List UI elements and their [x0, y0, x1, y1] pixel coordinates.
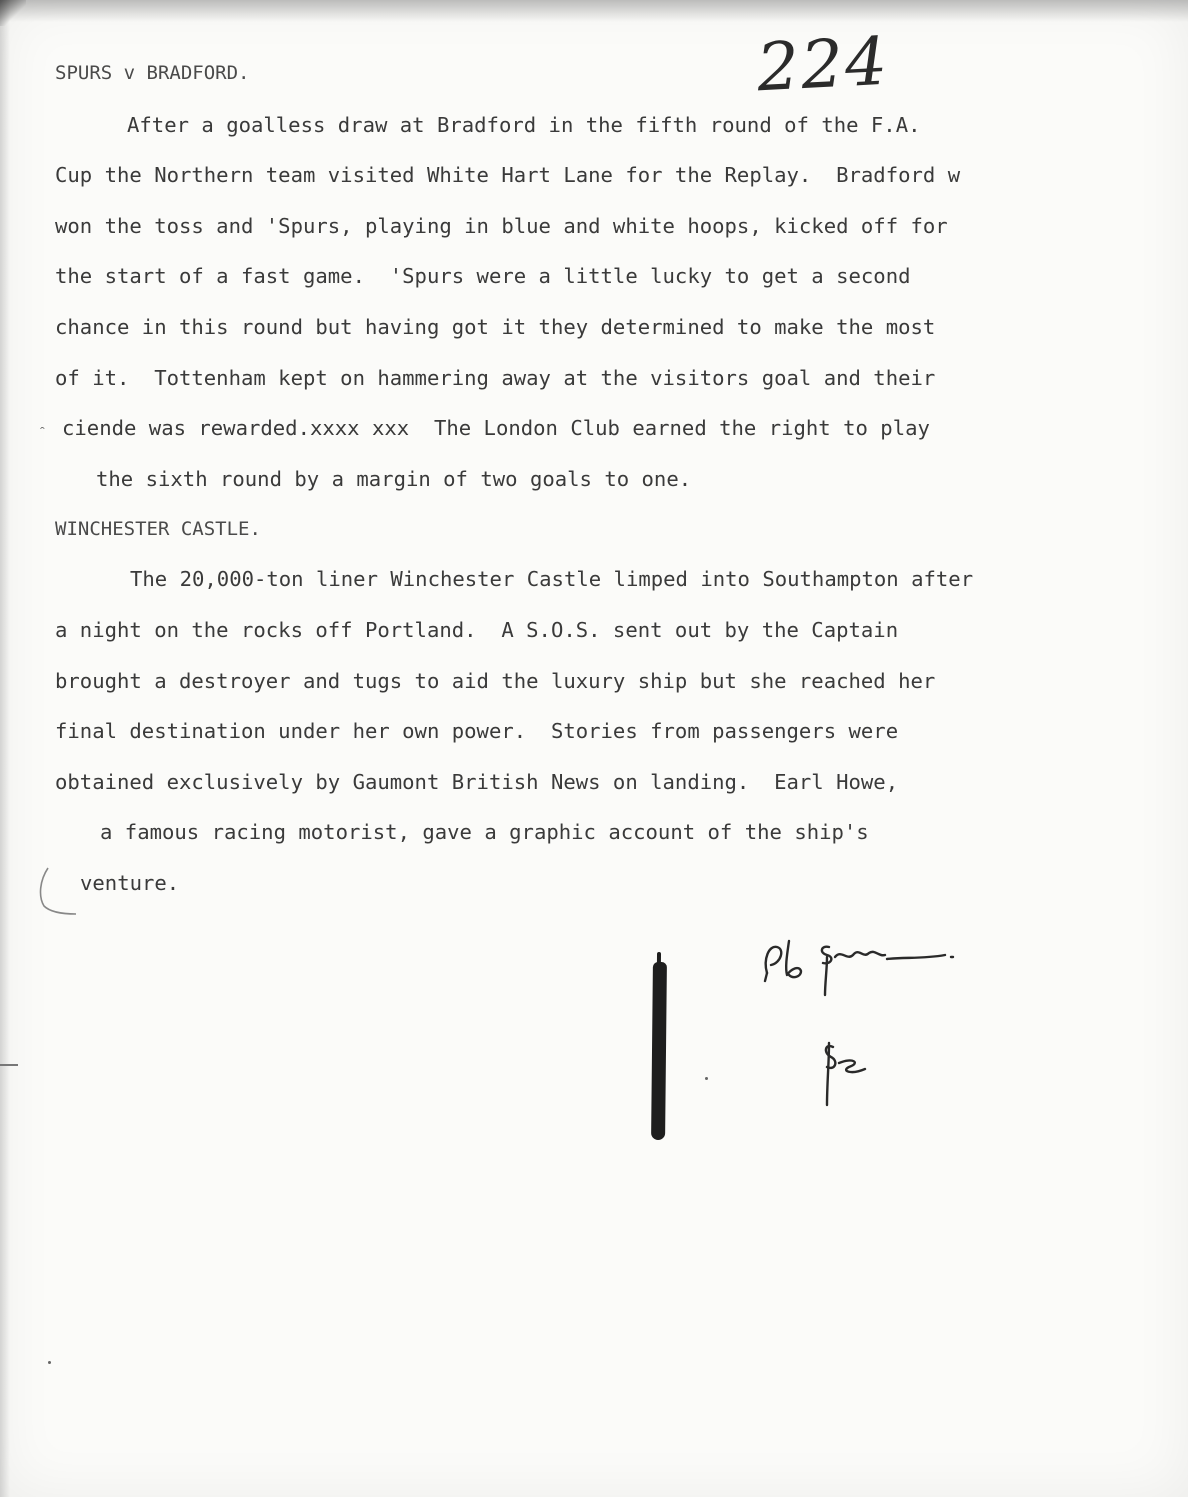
text-line: ciende was rewarded.xxxx xxx The London Club earned the right to play [62, 416, 930, 440]
margin-tick [0, 1064, 18, 1066]
text-line: a famous racing motorist, gave a graphic account of the ship's [100, 820, 869, 844]
text-line: a night on the rocks off Portland. A S.O.S. sent out by the Captain [55, 618, 899, 642]
ink-dot [705, 1077, 708, 1080]
ink-vertical-bar [651, 962, 667, 1140]
section-heading: SPURS v BRADFORD. [55, 62, 250, 84]
scan-corner-mark [0, 0, 26, 26]
text-line: won the toss and 'Spurs, playing in blue and white hoops, kicked off for [55, 214, 948, 238]
scan-edge-left [0, 0, 10, 1497]
handwritten-initials-signature [755, 935, 995, 1125]
scan-edge-top [0, 0, 1188, 22]
handwritten-page-number: 224 [755, 22, 891, 107]
text-line: chance in this round but having got it they determined to make the most [55, 315, 936, 339]
ink-dot [48, 1361, 51, 1364]
section-heading: WINCHESTER CASTLE. [55, 518, 261, 540]
text-line: of it. Tottenham kept on hammering away at the visitors goal and their [55, 366, 936, 390]
text-line: brought a destroyer and tugs to aid the luxury ship but she reached her [55, 669, 936, 693]
margin-bracket [30, 860, 80, 920]
text-line: final destination under her own power. Stories from passengers were [55, 719, 899, 743]
text-line: The 20,000-ton liner Winchester Castle limped into Southampton after [130, 567, 974, 591]
text-line: venture. [80, 871, 180, 895]
margin-mark: ꞈ [40, 414, 45, 430]
text-line: the sixth round by a margin of two goals to one. [96, 467, 692, 491]
text-line: After a goalless draw at Bradford in the fifth round of the F.A. [127, 113, 921, 137]
text-line: obtained exclusively by Gaumont British News on landing. Earl Howe, [55, 770, 899, 794]
text-line: Cup the Northern team visited White Hart Lane for the Replay. Bradford w [55, 163, 961, 187]
text-line: the start of a fast game. 'Spurs were a little lucky to get a second [55, 264, 911, 288]
